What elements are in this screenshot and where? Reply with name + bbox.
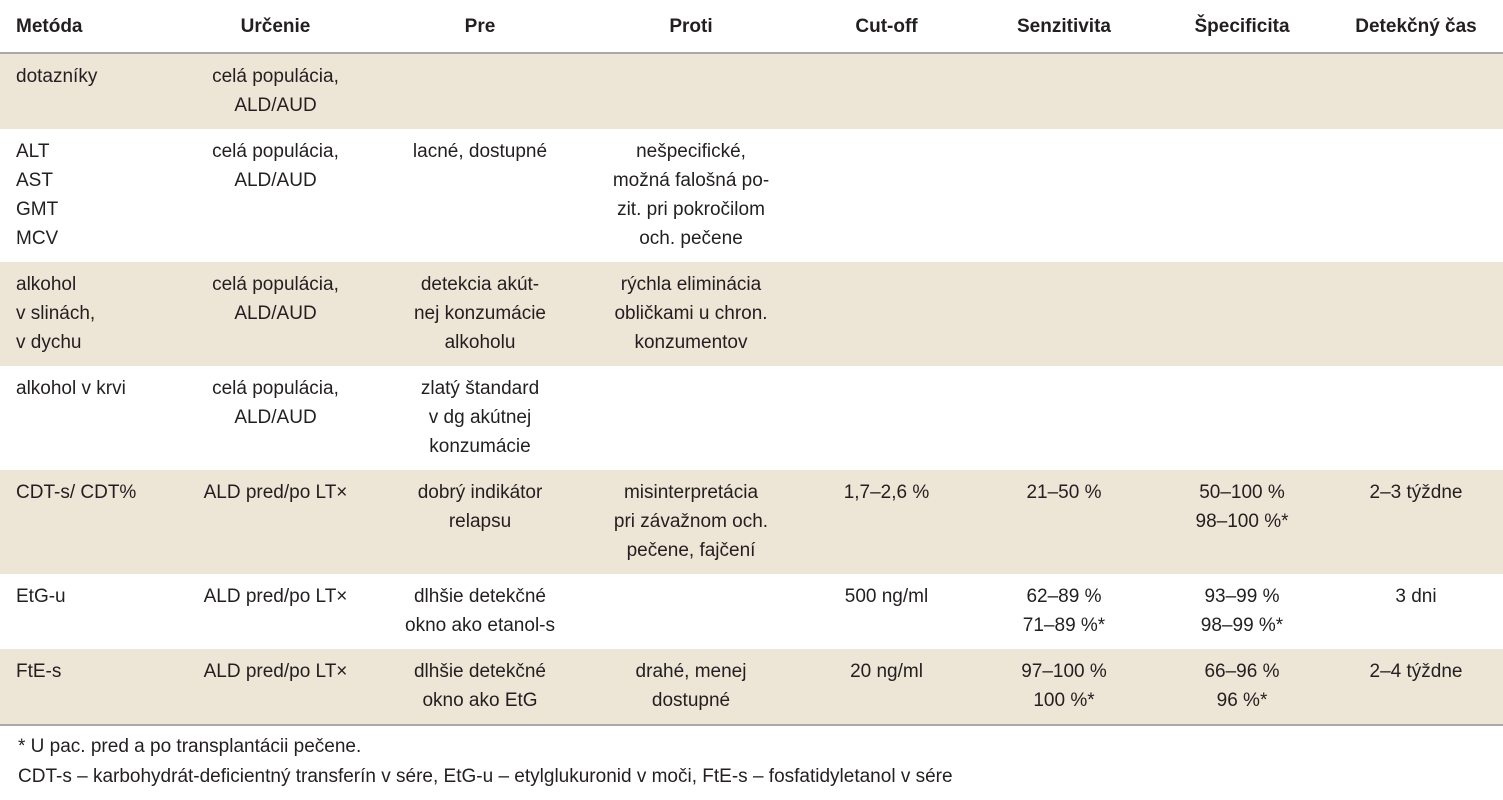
cell-cutoff: 20 ng/ml [800,649,973,725]
header-specificity: Špecificita [1155,0,1329,53]
table-row [0,53,1503,129]
cell-pros [378,53,582,129]
cell-specificity: 50–100 % 98–100 %* [1155,470,1329,574]
cell-sensitivity [973,129,1155,262]
cell-sensitivity [973,262,1155,366]
cell-detection-time [1329,53,1503,129]
table-row [0,262,1503,366]
table-header [0,0,1503,53]
header-pros: Pre [378,0,582,53]
footnote-abbreviations: CDT-s – karbohydrát-deficientný transferín v sére, EtG-u – etylglukuronid v moči, FtE-s – fosfatidyletanol v sére [18,766,953,787]
table-row [0,470,1503,574]
cell-sensitivity: 97–100 % 100 %* [973,649,1155,725]
header-cutoff: Cut-off [800,0,973,53]
cell-purpose: celá populácia, ALD/AUD [173,366,378,470]
cell-detection-time: 2–3 týždne [1329,470,1503,574]
cell-cons: rýchla eliminácia obličkami u chron. konzumentov [582,262,800,366]
cell-cutoff [800,129,973,262]
cell-specificity: 93–99 % 98–99 %* [1155,574,1329,649]
cell-specificity [1155,262,1329,366]
table-footnotes [18,732,1488,792]
cell-pros: dobrý indikátor relapsu [378,470,582,574]
cell-specificity [1155,53,1329,129]
table-row [0,649,1503,725]
table-row [0,366,1503,470]
cell-sensitivity [973,53,1155,129]
cell-cons: misinterpretácia pri závažnom och. pečene, fajčení [582,470,800,574]
cell-cutoff: 500 ng/ml [800,574,973,649]
cell-sensitivity: 62–89 % 71–89 %* [973,574,1155,649]
cell-detection-time [1329,366,1503,470]
cell-specificity [1155,366,1329,470]
cell-cons: nešpecifické, možná falošná po- zit. pri pokročilom och. pečene [582,129,800,262]
cell-detection-time [1329,262,1503,366]
header-purpose: Určenie [173,0,378,53]
cell-cons: drahé, menej dostupné [582,649,800,725]
cell-specificity: 66–96 % 96 %* [1155,649,1329,725]
cell-detection-time [1329,129,1503,262]
cell-cutoff [800,53,973,129]
cell-specificity [1155,129,1329,262]
cell-purpose: celá populácia, ALD/AUD [173,262,378,366]
cell-purpose: celá populácia, ALD/AUD [173,129,378,262]
cell-method: EtG-u [0,574,173,649]
cell-pros: zlatý štandard v dg akútnej konzumácie [378,366,582,470]
cell-purpose: celá populácia, ALD/AUD [173,53,378,129]
header-sensitivity: Senzitivita [973,0,1155,53]
footnote-transplant: * U pac. pred a po transplantácii pečene. [18,736,362,757]
cell-pros: detekcia akút- nej konzumácie alkoholu [378,262,582,366]
cell-cons [582,574,800,649]
cell-method: dotazníky [0,53,173,129]
cell-detection-time: 2–4 týždne [1329,649,1503,725]
cell-detection-time: 3 dni [1329,574,1503,649]
cell-method: CDT-s/ CDT% [0,470,173,574]
cell-cutoff: 1,7–2,6 % [800,470,973,574]
cell-cons [582,53,800,129]
cell-method: alkohol v krvi [0,366,173,470]
cell-purpose: ALD pred/po LT× [173,470,378,574]
cell-cutoff [800,262,973,366]
table-row [0,574,1503,649]
cell-pros: dlhšie detekčné okno ako EtG [378,649,582,725]
header-row [0,0,1503,53]
cell-method: alkohol v slinách, v dychu [0,262,173,366]
cell-method: FtE-s [0,649,173,725]
table-body [0,53,1503,725]
header-detection-time: Detekčný čas [1329,0,1503,53]
cell-pros: lacné, dostupné [378,129,582,262]
header-method: Metóda [0,0,173,53]
cell-purpose: ALD pred/po LT× [173,649,378,725]
cell-pros: dlhšie detekčné okno ako etanol-s [378,574,582,649]
header-cons: Proti [582,0,800,53]
cell-purpose: ALD pred/po LT× [173,574,378,649]
cell-method: ALT AST GMT MCV [0,129,173,262]
cell-cons [582,366,800,470]
cell-cutoff [800,366,973,470]
cell-sensitivity: 21–50 % [973,470,1155,574]
cell-sensitivity [973,366,1155,470]
table-row [0,129,1503,262]
